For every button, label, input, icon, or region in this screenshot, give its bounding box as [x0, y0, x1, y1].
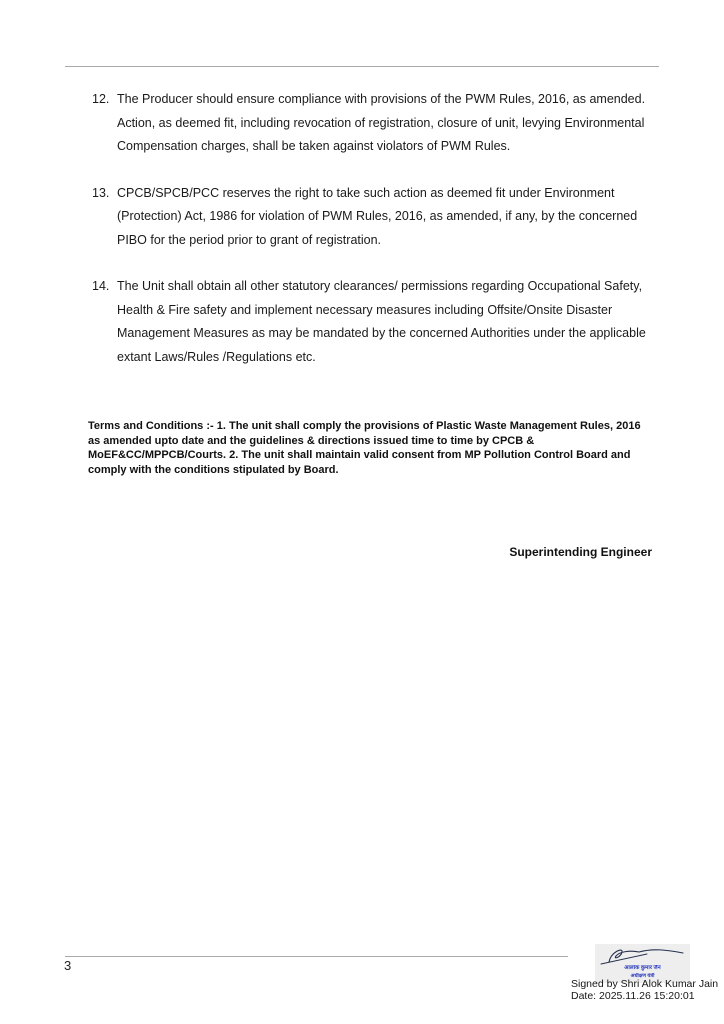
header-divider	[65, 66, 659, 67]
stamp-name-hindi: आलोक कुमार जैन	[624, 965, 661, 971]
list-item	[92, 275, 662, 369]
signature-scribble-icon	[595, 944, 690, 966]
list-item-text: The Producer should ensure compliance with provisions of the PWM Rules, 2016, as amended. Action, as deemed fit, including revocation of registration, closure of unit, levying Environmental Compensation charges, shall be taken against violators of PWM Rules.	[117, 92, 646, 153]
list-item-number: 13.	[92, 185, 110, 200]
stamp-designation-hindi: अधीक्षण यंत्री	[630, 972, 655, 979]
conditions-list	[92, 88, 662, 392]
signed-by-text: Signed by Shri Alok Kumar Jain	[571, 978, 719, 990]
signature-date-text: Date: 2025.11.26 15:20:01	[571, 989, 695, 1002]
signatory-title: Superintending Engineer	[509, 545, 652, 559]
list-item-number: 14.	[92, 279, 110, 293]
footer-divider	[65, 956, 568, 957]
digital-signature-block	[571, 979, 721, 1002]
page-number: 3	[64, 958, 72, 973]
list-item	[92, 88, 662, 159]
list-item-text: The Unit shall obtain all other statutory clearances/ permissions regarding Occupational Safety, Health & Fire safety and implement necessary measures including Offsite/Onsite Disaster Management Measures as may be mandated by the concerned Authorities under the applicable extant Laws/Rules /Regulations etc.	[117, 279, 646, 364]
list-item	[92, 182, 662, 253]
terms-and-conditions: Terms and Conditions :- 1. The unit shall comply the provisions of Plastic Waste Management Rules, 2016 as amended upto date and the guidelines & directions issued time to time by CPCB & MoEF&CC/MPPCB/Courts. 2. The unit shall maintain valid consent from MP Pollution Control Board and comply with the conditions stipulated by Board.	[88, 420, 641, 476]
list-item-text: CPCB/SPCB/PCC reserves the right to take such action as deemed fit under Environment (Protection) Act, 1986 for violation of PWM Rules, 2016, as amended, if any, by the concerned PIBO for the period prior to grant of registration.	[117, 185, 638, 247]
list-item-number: 12.	[92, 92, 110, 106]
